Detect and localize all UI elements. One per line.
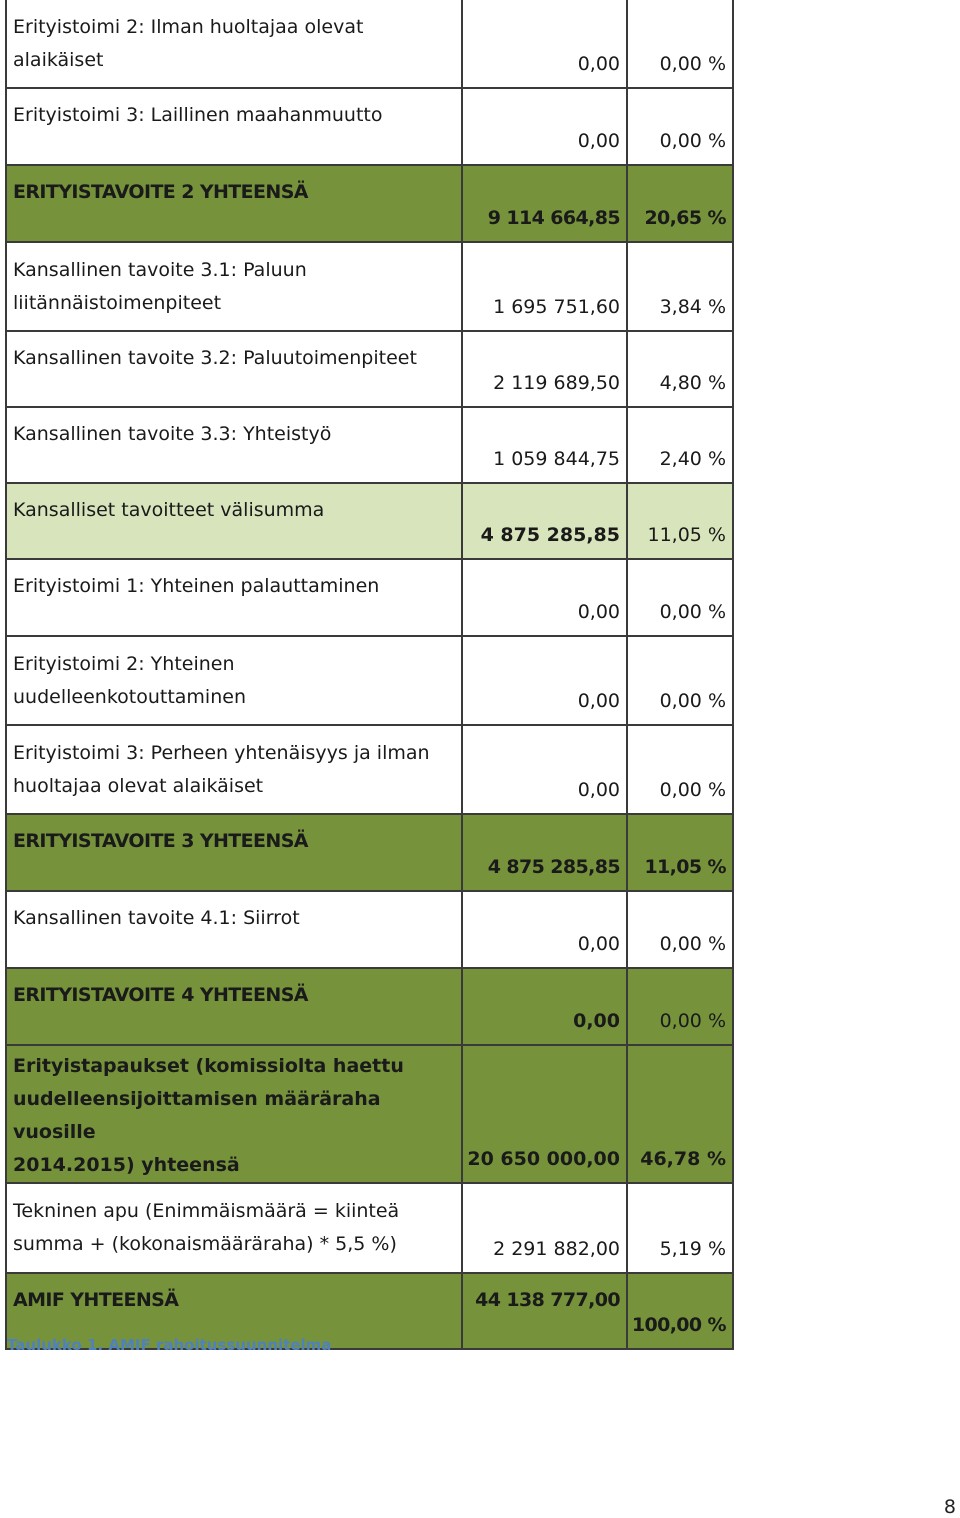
row-percent: 4,80 %	[627, 331, 733, 407]
row-percent: 2,40 %	[627, 407, 733, 483]
row-amount: 4 875 285,85	[462, 483, 627, 559]
row-percent: 3,84 %	[627, 242, 733, 331]
row-label: Erityistoimi 2: Ilman huoltajaa olevat alaikäiset	[6, 0, 462, 88]
row-percent: 11,05 %	[627, 483, 733, 559]
table-row	[6, 559, 733, 636]
row-percent: 0,00 %	[627, 725, 733, 814]
table-row-subtotal	[6, 1045, 733, 1183]
row-label: Erityistoimi 3: Laillinen maahanmuutto	[6, 88, 462, 165]
table-row	[6, 636, 733, 725]
table-row-subtotal	[6, 814, 733, 891]
row-percent: 100,00 %	[627, 1273, 733, 1349]
row-label: Kansallinen tavoite 3.1: Paluun liitännäistoimenpiteet	[6, 242, 462, 331]
table-row	[6, 0, 733, 88]
table-row	[6, 88, 733, 165]
row-label: Erityistoimi 3: Perheen yhtenäisyys ja ilman huoltajaa olevat alaikäiset	[6, 725, 462, 814]
row-amount: 1 695 751,60	[462, 242, 627, 331]
row-amount: 2 119 689,50	[462, 331, 627, 407]
row-amount: 0,00	[462, 559, 627, 636]
row-amount: 0,00	[462, 88, 627, 165]
row-amount: 0,00	[462, 891, 627, 968]
row-percent: 11,05 %	[627, 814, 733, 891]
row-label: Tekninen apu (Enimmäismäärä = kiinteä summa + (kokonaismääräraha) * 5,5 %)	[6, 1183, 462, 1273]
table-row	[6, 242, 733, 331]
row-amount: 2 291 882,00	[462, 1183, 627, 1273]
row-label: ERITYISTAVOITE 4 YHTEENSÄ	[6, 968, 462, 1045]
row-percent: 20,65 %	[627, 165, 733, 242]
row-percent: 0,00 %	[627, 0, 733, 88]
table-row	[6, 1183, 733, 1273]
row-amount: 0,00	[462, 0, 627, 88]
row-percent: 0,00 %	[627, 559, 733, 636]
row-label: Erityistoimi 1: Yhteinen palauttaminen	[6, 559, 462, 636]
row-percent: 5,19 %	[627, 1183, 733, 1273]
row-amount: 44 138 777,00	[462, 1273, 627, 1349]
row-label: ERITYISTAVOITE 2 YHTEENSÄ	[6, 165, 462, 242]
row-label: AMIF YHTEENSÄ	[6, 1273, 462, 1349]
row-label: Erityistoimi 2: Yhteinen uudelleenkotouttaminen	[6, 636, 462, 725]
page-number: 8	[943, 1496, 956, 1518]
row-percent: 0,00 %	[627, 636, 733, 725]
row-amount: 0,00	[462, 968, 627, 1045]
table-row	[6, 331, 733, 407]
row-amount: 0,00	[462, 725, 627, 814]
row-label: Kansalliset tavoitteet välisumma	[6, 483, 462, 559]
table-row	[6, 891, 733, 968]
row-label: Erityistapaukset (komissiolta haettu uudelleensijoittamisen määräraha vuosille 2014.2015) yhteensä	[6, 1045, 462, 1183]
table-row	[6, 407, 733, 483]
row-label: Kansallinen tavoite 3.3: Yhteistyö	[6, 407, 462, 483]
row-percent: 0,00 %	[627, 88, 733, 165]
row-label: Kansallinen tavoite 4.1: Siirrot	[6, 891, 462, 968]
row-percent: 0,00 %	[627, 968, 733, 1045]
row-label: Kansallinen tavoite 3.2: Paluutoimenpiteet	[6, 331, 462, 407]
row-amount: 0,00	[462, 636, 627, 725]
table-caption: Taulukko 1. AMIF rahoitussuunnitelma	[7, 1336, 332, 1354]
table-row-subtotal	[6, 968, 733, 1045]
table-row	[6, 725, 733, 814]
table-row-subtotal	[6, 483, 733, 559]
row-percent: 46,78 %	[627, 1045, 733, 1183]
row-label: ERITYISTAVOITE 3 YHTEENSÄ	[6, 814, 462, 891]
row-amount: 20 650 000,00	[462, 1045, 627, 1183]
row-amount: 9 114 664,85	[462, 165, 627, 242]
row-amount: 4 875 285,85	[462, 814, 627, 891]
table-row-subtotal	[6, 165, 733, 242]
row-percent: 0,00 %	[627, 891, 733, 968]
funding-plan-table	[5, 0, 734, 1350]
row-amount: 1 059 844,75	[462, 407, 627, 483]
